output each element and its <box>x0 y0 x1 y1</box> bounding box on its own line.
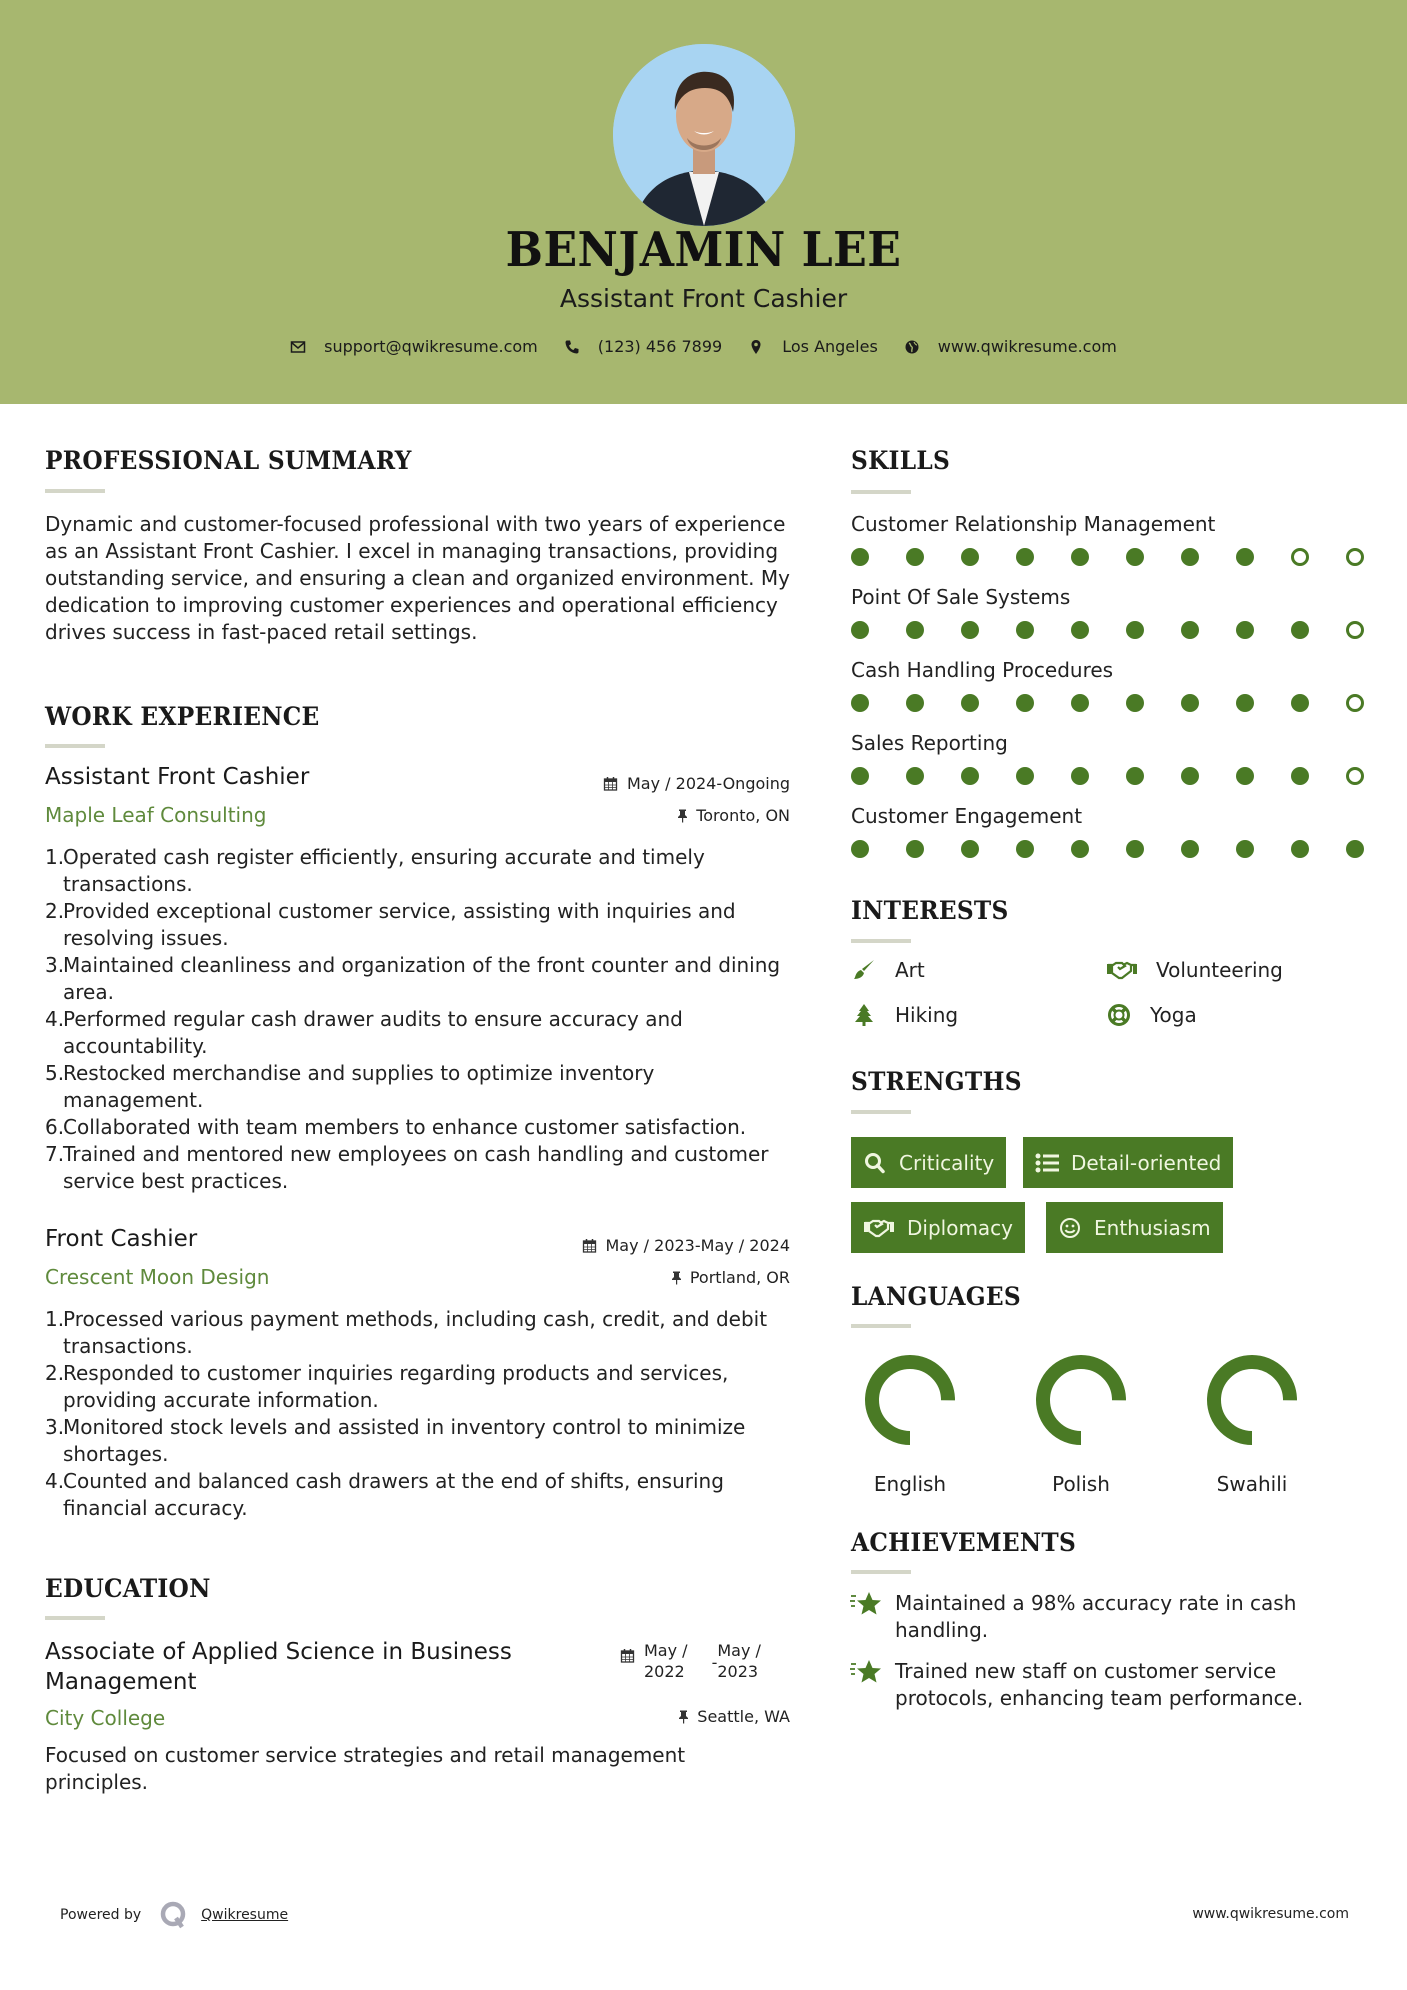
date-dash: - <box>711 1653 718 1672</box>
school-name: City College <box>45 1706 166 1730</box>
language-progress-ring <box>862 1352 958 1448</box>
contact-bar <box>0 337 1407 356</box>
rating-dot-filled <box>1071 767 1089 785</box>
achievements-heading: ACHIEVEMENTS <box>851 1528 1077 1557</box>
job-location-2 <box>669 1268 790 1287</box>
tree-icon <box>851 1003 877 1027</box>
footer-website[interactable]: www.qwikresume.com <box>1192 1906 1349 1922</box>
rating-dot-empty <box>1291 548 1309 566</box>
education-end: May / 2023 <box>717 1641 761 1681</box>
rating-dot-filled <box>1181 548 1199 566</box>
rating-dot-filled <box>1346 840 1364 858</box>
rating-dot-filled <box>1291 694 1309 712</box>
achievements-underline <box>851 1570 911 1574</box>
contact-phone[interactable] <box>564 337 722 356</box>
rating-dot-filled <box>906 840 924 858</box>
rating-dot-filled <box>1126 694 1144 712</box>
skill-name: Customer Engagement <box>851 804 1083 828</box>
rating-dot-filled <box>1126 621 1144 639</box>
summary-heading: PROFESSIONAL SUMMARY <box>45 446 412 475</box>
rating-dot-filled <box>1016 548 1034 566</box>
degree-title: Associate of Applied Science in Business Management <box>45 1639 512 1695</box>
strength-diplomacy: Diplomacy <box>851 1202 1025 1253</box>
experience-underline <box>45 744 105 748</box>
skill-rating <box>851 840 1364 858</box>
interest-volunteering: Volunteering <box>1106 958 1283 982</box>
pushpin-icon <box>675 808 690 823</box>
summary-underline <box>45 489 105 493</box>
rating-dot-filled <box>1291 840 1309 858</box>
handshake-icon <box>1106 958 1138 982</box>
language-progress-ring <box>1033 1352 1129 1448</box>
job-title-1: Assistant Front Cashier <box>45 764 310 790</box>
powered-by-label: Powered by <box>60 1907 142 1923</box>
handshake-icon <box>863 1217 895 1239</box>
rating-dot-filled <box>1016 840 1034 858</box>
rating-dot-filled <box>1181 767 1199 785</box>
rating-dot-filled <box>1071 840 1089 858</box>
job-bullets-2 <box>45 1306 795 1522</box>
rating-dot-filled <box>1181 694 1199 712</box>
rating-dot-empty <box>1346 548 1364 566</box>
star-icon <box>849 1658 883 1688</box>
rating-dot-filled <box>1236 840 1254 858</box>
rating-dot-filled <box>851 621 869 639</box>
skill-rating <box>851 548 1364 566</box>
search-icon <box>863 1152 887 1174</box>
list-item: 1. Processed various payment methods, including cash, credit, and debit transactions. <box>45 1307 768 1358</box>
rating-dot-filled <box>961 767 979 785</box>
star-icon <box>849 1590 883 1620</box>
rating-dot-filled <box>961 548 979 566</box>
calendar-icon <box>603 776 618 791</box>
contact-email-text: support@qwikresume.com <box>324 337 538 356</box>
phone-icon <box>564 339 580 355</box>
rating-dot-filled <box>851 548 869 566</box>
rating-dot-filled <box>906 767 924 785</box>
rating-dot-filled <box>1291 621 1309 639</box>
education-start: May / 2022 <box>644 1641 688 1681</box>
contact-website[interactable] <box>904 337 1117 356</box>
job-company-1: Maple Leaf Consulting <box>45 803 267 827</box>
language-english <box>855 1352 965 1496</box>
language-swahili <box>1197 1352 1307 1496</box>
job-bullets-1 <box>45 844 795 1195</box>
skill-name: Cash Handling Procedures <box>851 658 1114 682</box>
rating-dot-filled <box>906 621 924 639</box>
rating-dot-filled <box>1291 767 1309 785</box>
list-item: 3. Monitored stock levels and assisted in inventory control to minimize shortages. <box>45 1415 746 1466</box>
interest-hiking: Hiking <box>851 1003 958 1027</box>
rating-dot-filled <box>961 694 979 712</box>
list-item: 4. Counted and balanced cash drawers at the end of shifts, ensuring financial accuracy. <box>45 1469 724 1520</box>
list-item: 2. Responded to customer inquiries regarding products and services, providing accurate information. <box>45 1361 729 1412</box>
job-location-text-1: Toronto, ON <box>696 806 790 825</box>
rating-dot-filled <box>851 694 869 712</box>
resume-header <box>0 0 1407 404</box>
education-dates <box>620 1640 761 1682</box>
skill-name: Point Of Sale Systems <box>851 585 1071 609</box>
contact-phone-text: (123) 456 7899 <box>597 337 723 356</box>
globe-icon <box>904 339 920 355</box>
list-item: 5. Restocked merchandise and supplies to optimize inventory management. <box>45 1061 655 1112</box>
job-location-text-2: Portland, OR <box>689 1268 790 1287</box>
rating-dot-filled <box>1236 694 1254 712</box>
rating-dot-filled <box>851 767 869 785</box>
rating-dot-empty <box>1346 694 1364 712</box>
strength-criticality: Criticality <box>851 1137 1006 1188</box>
languages-underline <box>851 1324 911 1328</box>
contact-location <box>748 337 878 356</box>
paintbrush-icon <box>851 958 877 982</box>
job-dates-1 <box>603 774 790 793</box>
strengths-heading: STRENGTHS <box>851 1067 1022 1096</box>
rating-dot-filled <box>1016 694 1034 712</box>
strength-detail-oriented: Detail-oriented <box>1023 1137 1233 1188</box>
education-underline <box>45 1616 105 1620</box>
contact-website-text: www.qwikresume.com <box>937 337 1117 356</box>
skill-name: Customer Relationship Management <box>851 512 1216 536</box>
job-dates-2 <box>582 1236 791 1255</box>
language-polish <box>1026 1352 1136 1496</box>
life-ring-icon <box>1106 1003 1132 1027</box>
list-item: 6. Collaborated with team members to enhance customer satisfaction. <box>45 1115 747 1139</box>
experience-heading: WORK EXPERIENCE <box>45 702 320 731</box>
rating-dot-filled <box>961 840 979 858</box>
education-location <box>676 1707 790 1726</box>
qwikresume-link[interactable]: Qwikresume <box>201 1907 289 1923</box>
interest-art: Art <box>851 958 925 982</box>
rating-dot-empty <box>1346 621 1364 639</box>
education-description: Focused on customer service strategies and retail management principles. <box>45 1743 686 1794</box>
candidate-title: Assistant Front Cashier <box>559 284 848 313</box>
education-heading: EDUCATION <box>45 1574 211 1603</box>
calendar-icon <box>582 1238 597 1253</box>
language-label: Swahili <box>1216 1472 1288 1496</box>
job-company-2: Crescent Moon Design <box>45 1265 270 1289</box>
rating-dot-empty <box>1346 767 1364 785</box>
map-marker-icon <box>748 339 764 355</box>
language-label: English <box>873 1472 947 1496</box>
skill-rating <box>851 767 1364 785</box>
achievement-2: Trained new staff on customer service protocols, enhancing team performance. <box>849 1658 1349 1712</box>
skill-rating <box>851 621 1364 639</box>
rating-dot-filled <box>1016 621 1034 639</box>
qwikresume-logo-icon <box>159 1900 189 1930</box>
skill-name: Sales Reporting <box>851 731 1008 755</box>
rating-dot-filled <box>1236 621 1254 639</box>
rating-dot-filled <box>1181 840 1199 858</box>
language-label: Polish <box>1052 1472 1110 1496</box>
rating-dot-filled <box>1126 840 1144 858</box>
pushpin-icon <box>669 1270 684 1285</box>
education-location-text: Seattle, WA <box>697 1707 790 1726</box>
rating-dot-filled <box>906 548 924 566</box>
strengths-underline <box>851 1110 911 1114</box>
skill-rating <box>851 694 1364 712</box>
person-portrait-icon <box>613 44 795 226</box>
interest-yoga: Yoga <box>1106 1003 1197 1027</box>
candidate-name: BENJAMIN LEE <box>505 222 902 278</box>
strength-enthusiasm: Enthusiasm <box>1046 1202 1223 1253</box>
interests-heading: INTERESTS <box>851 896 1009 925</box>
rating-dot-filled <box>1071 694 1089 712</box>
powered-by <box>60 1900 288 1930</box>
rating-dot-filled <box>961 621 979 639</box>
rating-dot-filled <box>1126 767 1144 785</box>
skills-heading: SKILLS <box>851 446 951 475</box>
achievement-1: Maintained a 98% accuracy rate in cash handling. <box>849 1590 1349 1644</box>
contact-email[interactable] <box>290 337 538 356</box>
job-dates-text-2: May / 2023-May / 2024 <box>605 1236 790 1255</box>
calendar-icon <box>620 1648 635 1663</box>
contact-location-text: Los Angeles <box>782 337 878 356</box>
rating-dot-filled <box>1016 767 1034 785</box>
language-progress-ring <box>1204 1352 1300 1448</box>
summary-text: Dynamic and customer-focused professional with two years of experience as an Assistant Front Cashier. I excel in managing transactions, providing outstanding service, and ensuring a clean and organized environment. My dedication to improving customer experiences and operational efficiency drives success in fast-paced retail settings. <box>45 512 790 644</box>
job-dates-text-1: May / 2024-Ongoing <box>627 774 790 793</box>
job-title-2: Front Cashier <box>45 1226 198 1252</box>
pushpin-icon <box>676 1709 691 1724</box>
languages-heading: LANGUAGES <box>851 1282 1021 1311</box>
rating-dot-filled <box>851 840 869 858</box>
envelope-icon <box>290 339 306 355</box>
list-item: 7. Trained and mentored new employees on cash handling and customer service best practices. <box>45 1142 769 1193</box>
rating-dot-filled <box>1126 548 1144 566</box>
list-item: 2. Provided exceptional customer service, assisting with inquiries and resolving issues. <box>45 899 736 950</box>
list-item: 3. Maintained cleanliness and organization of the front counter and dining area. <box>45 953 781 1004</box>
smile-icon <box>1058 1217 1082 1239</box>
job-location-1 <box>675 806 790 825</box>
list-icon <box>1035 1152 1059 1174</box>
rating-dot-filled <box>1236 548 1254 566</box>
list-item: 4. Performed regular cash drawer audits to ensure accuracy and accountability. <box>45 1007 683 1058</box>
list-item: 1. Operated cash register efficiently, ensuring accurate and timely transactions. <box>45 845 705 896</box>
rating-dot-filled <box>1071 621 1089 639</box>
rating-dot-filled <box>906 694 924 712</box>
rating-dot-filled <box>1181 621 1199 639</box>
rating-dot-filled <box>1236 767 1254 785</box>
rating-dot-filled <box>1071 548 1089 566</box>
skills-underline <box>851 490 911 494</box>
interests-underline <box>851 939 911 943</box>
profile-photo <box>613 44 795 226</box>
